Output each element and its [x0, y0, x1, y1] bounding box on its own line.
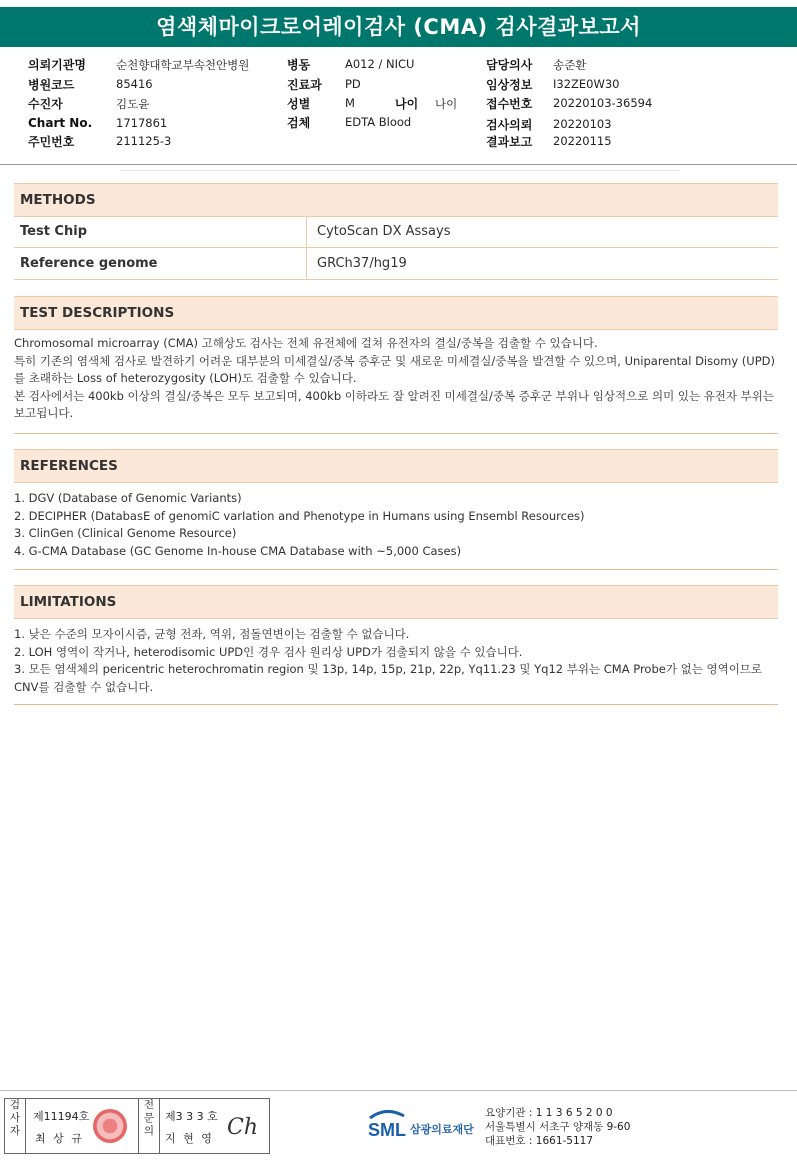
- info-value-request-date: 20220103: [553, 117, 612, 131]
- info-label-sex: 성별: [287, 97, 311, 111]
- info-value-physician: 송준환: [553, 58, 587, 72]
- list-item: 4. G-CMA Database (GC Genome In-house CMA Database with ~5,000 Cases): [14, 543, 462, 558]
- info-label-accession-no: 접수번호: [486, 97, 533, 111]
- methods-value-reference-genome: GRCh37/hg19: [307, 248, 779, 280]
- info-value-patient: 김도윤: [116, 97, 150, 111]
- info-value-institution: 순천향대학교부속천안병원: [116, 58, 250, 72]
- section-divider: [14, 433, 778, 434]
- info-value-resident-no: 211125-3: [116, 134, 172, 148]
- org-contact: [485, 1106, 630, 1148]
- list-item: 3. ClinGen (Clinical Genome Resource): [14, 526, 237, 540]
- signature-box: [4, 1098, 270, 1154]
- info-label-institution: 의뢰기관명: [28, 58, 86, 72]
- info-value-ward: A012 / NICU: [345, 57, 415, 71]
- section-divider: [14, 704, 778, 705]
- list-item: 2. LOH 영역이 작거나, heterodisomic UPD인 경우 검사 원리상 UPD가 검출되지 않을 수 있습니다.: [14, 644, 523, 659]
- footer-divider: [0, 1090, 797, 1091]
- methods-key-reference-genome: Reference genome: [14, 248, 307, 280]
- limitations-list: [14, 626, 778, 696]
- info-label-specimen: 검체: [287, 116, 311, 130]
- test-description-line: 특히 기존의 염색체 검사로 발견하기 어려운 대부분의 미세결실/중복 증후군 및 새로운 미세결실/중복을 발견할 수 있으며, Uniparental Disomy (UPD)를 초래하는 Loss of heterozygosity (LOH)도 검출할 수 있습니다.: [14, 353, 775, 385]
- specialist-name: 지 현 영: [165, 1132, 214, 1145]
- info-label-chart-no: Chart No.: [28, 116, 93, 130]
- list-item: 1. DGV (Database of Genomic Variants): [14, 491, 242, 505]
- info-value-department: PD: [345, 77, 361, 91]
- list-item: 2. DECIPHER (DatabasE of genomiC varIation and Phenotype in Humans using Ensembl Resources): [14, 508, 585, 523]
- examiner-license: 제11194호: [33, 1110, 90, 1123]
- header-divider-light: [120, 170, 680, 171]
- examiner-seal-icon: [93, 1109, 127, 1143]
- specialist-label: 전 문 의: [138, 1099, 160, 1153]
- info-value-specimen: EDTA Blood: [345, 115, 412, 129]
- patient-info-block: [0, 56, 797, 156]
- org-logo-text: SML: [368, 1120, 406, 1140]
- references-heading: REFERENCES: [14, 449, 778, 483]
- org-line: 요양기관 : 1 1 3 6 5 2 0 0: [485, 1107, 613, 1119]
- info-value-accession-no: 20220103-36594: [553, 96, 653, 110]
- header-divider: [0, 164, 797, 165]
- info-label-hospital-code: 병원코드: [28, 78, 75, 92]
- info-label-department: 진료과: [287, 78, 322, 92]
- info-value-age: 나이: [435, 97, 458, 111]
- methods-key-test-chip: Test Chip: [14, 216, 307, 248]
- methods-table: [14, 216, 778, 280]
- info-value-chart-no: 1717861: [116, 116, 168, 130]
- list-item: 1. 낮은 수준의 모자이시즘, 균형 전좌, 역위, 점돌연변이는 검출할 수 없습니다.: [14, 627, 410, 641]
- methods-value-test-chip: CytoScan DX Assays: [307, 216, 779, 248]
- examiner-name: 최 상 규: [35, 1132, 84, 1145]
- table-row: [14, 216, 778, 248]
- methods-heading: METHODS: [14, 183, 778, 217]
- limitations-heading: LIMITATIONS: [14, 585, 778, 619]
- org-logo: [366, 1104, 486, 1144]
- list-item: 3. 모든 염색체의 pericentric heterochromatin region 및 13p, 14p, 15p, 21p, 22p, Yq11.23 및 Yq12 부위는 CMA Probe가 없는 영역이므로 CNV를 검출할 수 없습니다.: [14, 662, 763, 694]
- info-label-physician: 담당의사: [486, 58, 533, 72]
- info-label-request-date: 검사의뢰: [486, 118, 533, 132]
- report-title: 염색체마이크로어레이검사 (CMA) 검사결과보고서: [0, 7, 797, 47]
- test-description-line: 본 검사에서는 400kb 이상의 결실/중복은 모두 보고되며, 400kb 이하라도 잘 알려진 미세결실/중복 증후군 부위나 임상적으로 의미 있는 유전자 부위는 보고됩니다.: [14, 388, 775, 420]
- info-value-report-date: 20220115: [553, 134, 612, 148]
- org-line: 서울특별시 서초구 양재동 9-60: [485, 1121, 631, 1133]
- info-value-clinical-info: I32ZE0W30: [553, 77, 620, 91]
- info-label-patient: 수진자: [28, 97, 63, 111]
- org-line: 대표번호 : 1661-5117: [485, 1135, 594, 1147]
- references-list: [14, 490, 778, 560]
- signature-mark: Ch: [227, 1115, 259, 1140]
- test-descriptions-body: [14, 335, 778, 423]
- test-description-line: Chromosomal microarray (CMA) 고해상도 검사는 전체 유전체에 걸쳐 유전자의 결실/중복을 검출할 수 있습니다.: [14, 336, 598, 350]
- section-divider: [14, 569, 778, 570]
- info-label-report-date: 결과보고: [486, 135, 533, 149]
- info-value-sex: M: [345, 96, 355, 110]
- info-label-clinical-info: 임상정보: [486, 78, 533, 92]
- info-label-resident-no: 주민번호: [28, 135, 75, 149]
- examiner-label: 검 사 자: [5, 1099, 26, 1153]
- info-value-hospital-code: 85416: [116, 77, 153, 91]
- info-label-age: 나이: [395, 97, 419, 111]
- specialist-license: 제3 3 3 호: [165, 1110, 218, 1123]
- table-row: [14, 248, 778, 280]
- info-label-ward: 병동: [287, 58, 311, 72]
- sml-logo-icon: [366, 1104, 486, 1144]
- org-name: 삼광의료재단: [410, 1123, 474, 1136]
- test-descriptions-heading: TEST DESCRIPTIONS: [14, 296, 778, 330]
